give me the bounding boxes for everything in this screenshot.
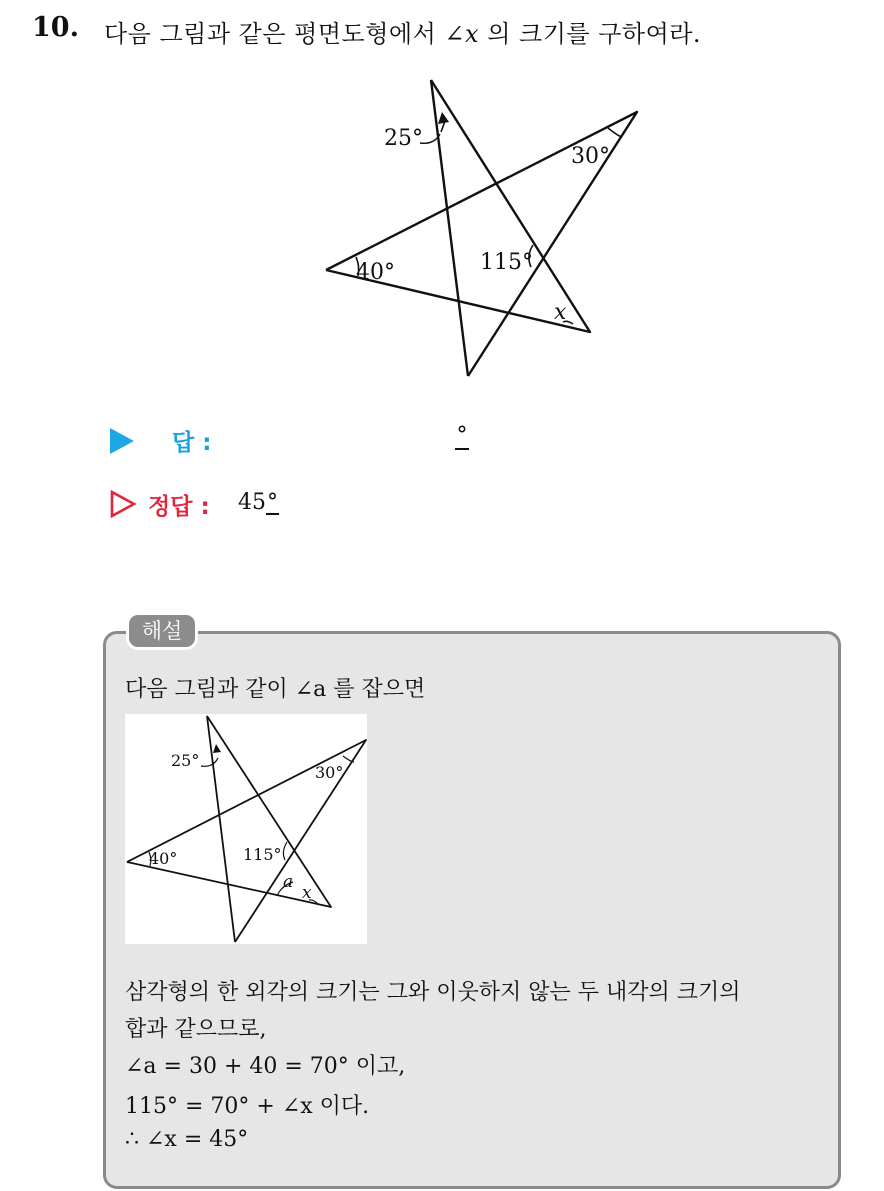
solution-intro: 다음 그림과 같이 ∠a 를 잡으면 (125, 677, 426, 702)
answer-label: 답 : (172, 430, 212, 456)
figure-label-115: 115° (480, 250, 533, 275)
solution-line-2: 합과 같으므로, (125, 1017, 267, 1042)
figure-label-40: 40° (356, 260, 395, 285)
answer-input-blank[interactable]: ° (456, 423, 468, 448)
answer-row (110, 424, 510, 458)
solution-line-1: 삼각형의 한 외각의 크기는 그와 이웃하지 않는 두 내각의 크기의 (125, 980, 741, 1005)
angle-arc-30 (608, 128, 622, 137)
solution-line-4: 115° = 70° + ∠x 이다. (125, 1094, 370, 1119)
correct-arrow-icon (110, 490, 136, 518)
solution-label-115: 115° (243, 845, 282, 864)
figure-label-x: x (554, 300, 567, 325)
figure-label-25: 25° (384, 126, 423, 151)
question-number: 10. (32, 12, 79, 43)
star-figure (318, 74, 644, 382)
figure-label-30: 30° (571, 144, 610, 169)
question-text-after: 의 크기를 구하여라. (479, 20, 702, 48)
correct-answer-unit: ° (267, 490, 278, 515)
solution-label-25: 25° (171, 751, 200, 770)
correct-answer-value (238, 490, 279, 515)
solution-label-a: a (283, 872, 294, 892)
solution-line-3: ∠a = 30 + 40 = 70° 이고, (125, 1054, 406, 1079)
solution-label-40: 40° (149, 849, 178, 868)
solution-tag: 해설 (126, 612, 198, 650)
figure-line-c (431, 80, 468, 376)
solution-label-x: x (302, 883, 312, 903)
question-text-before: 다음 그림과 같은 평면도형에서 (104, 20, 445, 48)
correct-answer-label: 정답 : (148, 494, 210, 520)
angle-arrow-25 (438, 112, 449, 124)
solution-star-figure (125, 714, 367, 944)
question-angle-symbol: ∠x (444, 20, 480, 48)
question-text (104, 14, 701, 49)
solution-line-5: ∴ ∠x = 45° (125, 1127, 249, 1152)
correct-answer-number: 45 (238, 490, 266, 515)
correct-answer-row (110, 488, 510, 522)
answer-arrow-icon (110, 428, 134, 454)
solution-label-30: 30° (315, 763, 344, 782)
